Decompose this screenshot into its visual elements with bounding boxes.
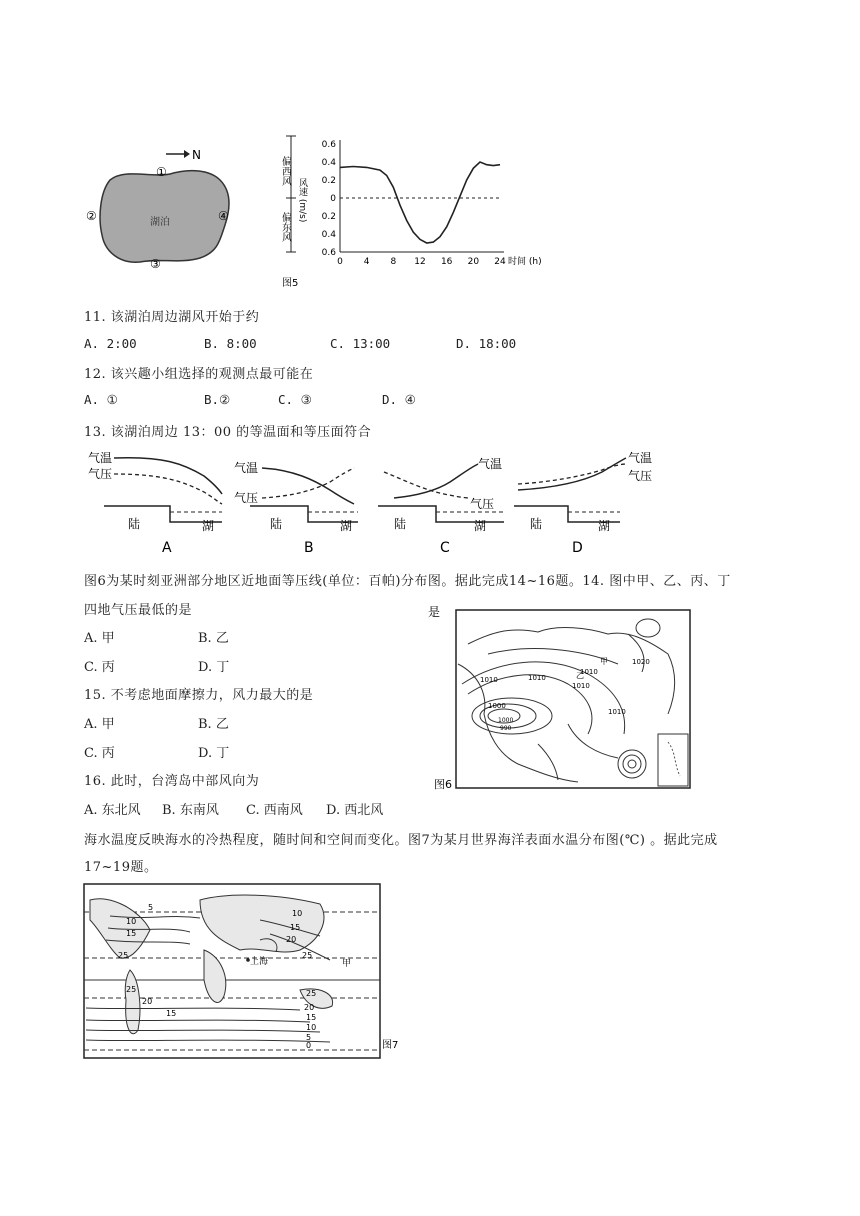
x-tick-label: 0 <box>337 257 343 267</box>
label-lake: 湖 <box>202 519 215 533</box>
q14-option-c[interactable]: C. 丙 <box>84 660 115 675</box>
x-tick-label: 12 <box>414 257 426 267</box>
x-tick-label: 24 <box>494 257 506 267</box>
q11-option-d[interactable]: D. 18:00 <box>456 336 517 351</box>
y-tick-label: 0.6 <box>321 248 336 258</box>
q14-option-d[interactable]: D. 丁 <box>198 660 230 675</box>
isotherm-label: 0 <box>306 1041 312 1050</box>
q16-option-d[interactable]: D. 西北风 <box>326 803 384 818</box>
isotherm-label: 5 <box>148 903 154 912</box>
question-12: 12. 该兴趣小组选择的观测点最可能在 <box>84 367 314 382</box>
isotherm-label: 20 <box>304 1003 315 1012</box>
world-sea-temperature-map <box>80 880 420 1062</box>
isotherm-label: 20 <box>286 935 297 944</box>
isobar-label: 1010 <box>528 674 546 682</box>
label-temp: 气温 <box>478 457 503 471</box>
label-lake: 湖 <box>598 519 611 533</box>
q16-option-a[interactable]: A. 东北风 <box>84 803 141 818</box>
point-4: ④ <box>218 209 229 223</box>
x-tick-label: 20 <box>467 257 480 267</box>
y-tick-label: 0.2 <box>321 212 336 222</box>
isobar-label: 1010 <box>572 682 590 690</box>
question-15: 15. 不考虑地面摩擦力，风力最大的是 <box>84 688 314 703</box>
label-pressure: 气压 <box>88 467 113 481</box>
marker-yi: 乙 <box>576 671 584 680</box>
q16-option-c[interactable]: C. 西南风 <box>246 803 303 818</box>
q12-option-a[interactable]: A. ① <box>84 392 118 407</box>
diagram-b[interactable] <box>234 460 358 556</box>
lake-label: 湖泊 <box>150 217 170 228</box>
label-a: A <box>162 540 172 556</box>
isotherm-label: 25 <box>118 951 129 960</box>
isotherm-label: 25 <box>302 951 313 960</box>
y-tick-label: 0.2 <box>321 176 336 186</box>
y-tick-label: 0.6 <box>321 140 336 150</box>
label-land: 陆 <box>270 517 283 531</box>
q11-option-b[interactable]: B. 8:00 <box>204 336 257 351</box>
y-tick-label: 0 <box>330 194 336 204</box>
y-tick-label: 0.4 <box>321 230 336 240</box>
label-land: 陆 <box>394 517 407 531</box>
isotherm-label: 20 <box>142 997 153 1006</box>
isotherm-label: 15 <box>166 1009 177 1018</box>
fig6-caption: 图6 <box>434 778 452 791</box>
label-land: 陆 <box>128 517 141 531</box>
isotherm-label: 10 <box>126 917 137 926</box>
isotherm-label: 15 <box>306 1013 317 1022</box>
label-temp: 气温 <box>234 461 259 475</box>
wind-speed-chart <box>279 132 562 294</box>
isotherm-label: 25 <box>126 985 137 994</box>
isobar-label: 1010 <box>480 676 498 684</box>
y-top-label: 偏西风 <box>279 156 291 186</box>
q15-option-c[interactable]: C. 丙 <box>84 746 115 761</box>
shanghai-dot <box>246 958 250 962</box>
y-axis-label: 风速 (m/s) <box>297 178 307 223</box>
q12-option-c[interactable]: C. ③ <box>278 392 312 407</box>
label-pressure: 气压 <box>470 497 495 511</box>
q12-option-d[interactable]: D. ④ <box>382 392 416 407</box>
diagram-c[interactable] <box>378 456 504 556</box>
isobar-label: 1010 <box>608 708 626 716</box>
q15-option-d[interactable]: D. 丁 <box>198 746 230 761</box>
q12-option-b[interactable]: B.② <box>204 392 231 407</box>
isobar-label: 1000 <box>488 702 506 710</box>
isotherm-label: 10 <box>292 909 303 918</box>
label-pressure: 气压 <box>628 469 653 483</box>
q14-option-a[interactable]: A. 甲 <box>84 631 115 646</box>
x-axis-label: 时间 (h) <box>508 257 542 267</box>
fig6-shi: 是 <box>428 605 441 619</box>
isotherm-label: 15 <box>126 929 137 938</box>
point-2: ② <box>86 209 97 223</box>
point-3: ③ <box>150 257 161 271</box>
intro-fig6: 图6为某时刻亚洲部分地区近地面等压线(单位：百帕)分布图。据此完成14~16题。14. 图中甲、乙、丙、丁 <box>84 574 731 589</box>
label-temp: 气温 <box>88 451 113 465</box>
asia-isobar-map <box>428 604 700 792</box>
label-pressure: 气压 <box>234 491 259 505</box>
y-tick-label: 0.4 <box>321 158 336 168</box>
x-tick-label: 4 <box>363 257 370 267</box>
intro-fig7-b: 17~19题。 <box>84 860 158 875</box>
label-shanghai: 上海 <box>250 957 269 967</box>
label-lake: 湖 <box>340 519 353 533</box>
isobar-label: 1010 <box>580 668 598 676</box>
label-d: D <box>572 540 583 556</box>
wind-speed-line <box>340 162 500 243</box>
question-16: 16. 此时，台湾岛中部风向为 <box>84 774 260 789</box>
label-temp: 气温 <box>628 451 653 465</box>
fig7-caption: 图7 <box>382 1040 399 1051</box>
label-land: 陆 <box>530 517 543 531</box>
isotherm-isobar-diagrams <box>84 446 664 558</box>
intro-fig6-b: 四地气压最低的是 <box>84 603 193 618</box>
fig5-caption: 图5 <box>282 278 299 289</box>
label-c: C <box>440 540 450 556</box>
marker-jia: 甲 <box>600 657 608 666</box>
question-11: 11. 该湖泊周边湖风开始于约 <box>84 310 260 325</box>
q15-option-b[interactable]: B. 乙 <box>198 717 229 732</box>
intro-fig7: 海水温度反映海水的冷热程度，随时间和空间而变化。图7为某月世界海洋表面水温分布图(℃) 。据此完成 <box>84 833 718 848</box>
q14-option-b[interactable]: B. 乙 <box>198 631 229 646</box>
x-tick-label: 8 <box>390 257 397 267</box>
q16-option-b[interactable]: B. 东南风 <box>162 803 219 818</box>
north-label: N <box>192 148 201 162</box>
isobar-label: 1000 <box>498 717 514 724</box>
q11-option-c[interactable]: C. 13:00 <box>330 336 391 351</box>
isotherm-label: 5 <box>306 1033 312 1042</box>
x-tick-label: 16 <box>440 257 453 267</box>
isotherm-label: 15 <box>290 923 301 932</box>
y-bottom-label: 偏东风 <box>279 212 291 242</box>
label-lake: 湖 <box>474 519 487 533</box>
label-jia: 甲 <box>342 959 352 969</box>
isotherm-label: 25 <box>306 989 317 998</box>
point-1: ① <box>156 165 167 179</box>
lake-map-figure <box>80 140 250 280</box>
isobar-label: 1020 <box>632 658 650 666</box>
isobar-label: 990 <box>500 725 512 732</box>
isotherm-label: 10 <box>306 1023 317 1032</box>
north-arrow <box>166 150 190 158</box>
diagram-a[interactable] <box>88 450 222 556</box>
question-13: 13. 该湖泊周边 13：00 的等温面和等压面符合 <box>84 425 372 440</box>
label-b: B <box>304 540 314 556</box>
q15-option-a[interactable]: A. 甲 <box>84 717 115 732</box>
diagram-d[interactable] <box>514 450 652 556</box>
q11-option-a[interactable]: A. 2:00 <box>84 336 137 351</box>
